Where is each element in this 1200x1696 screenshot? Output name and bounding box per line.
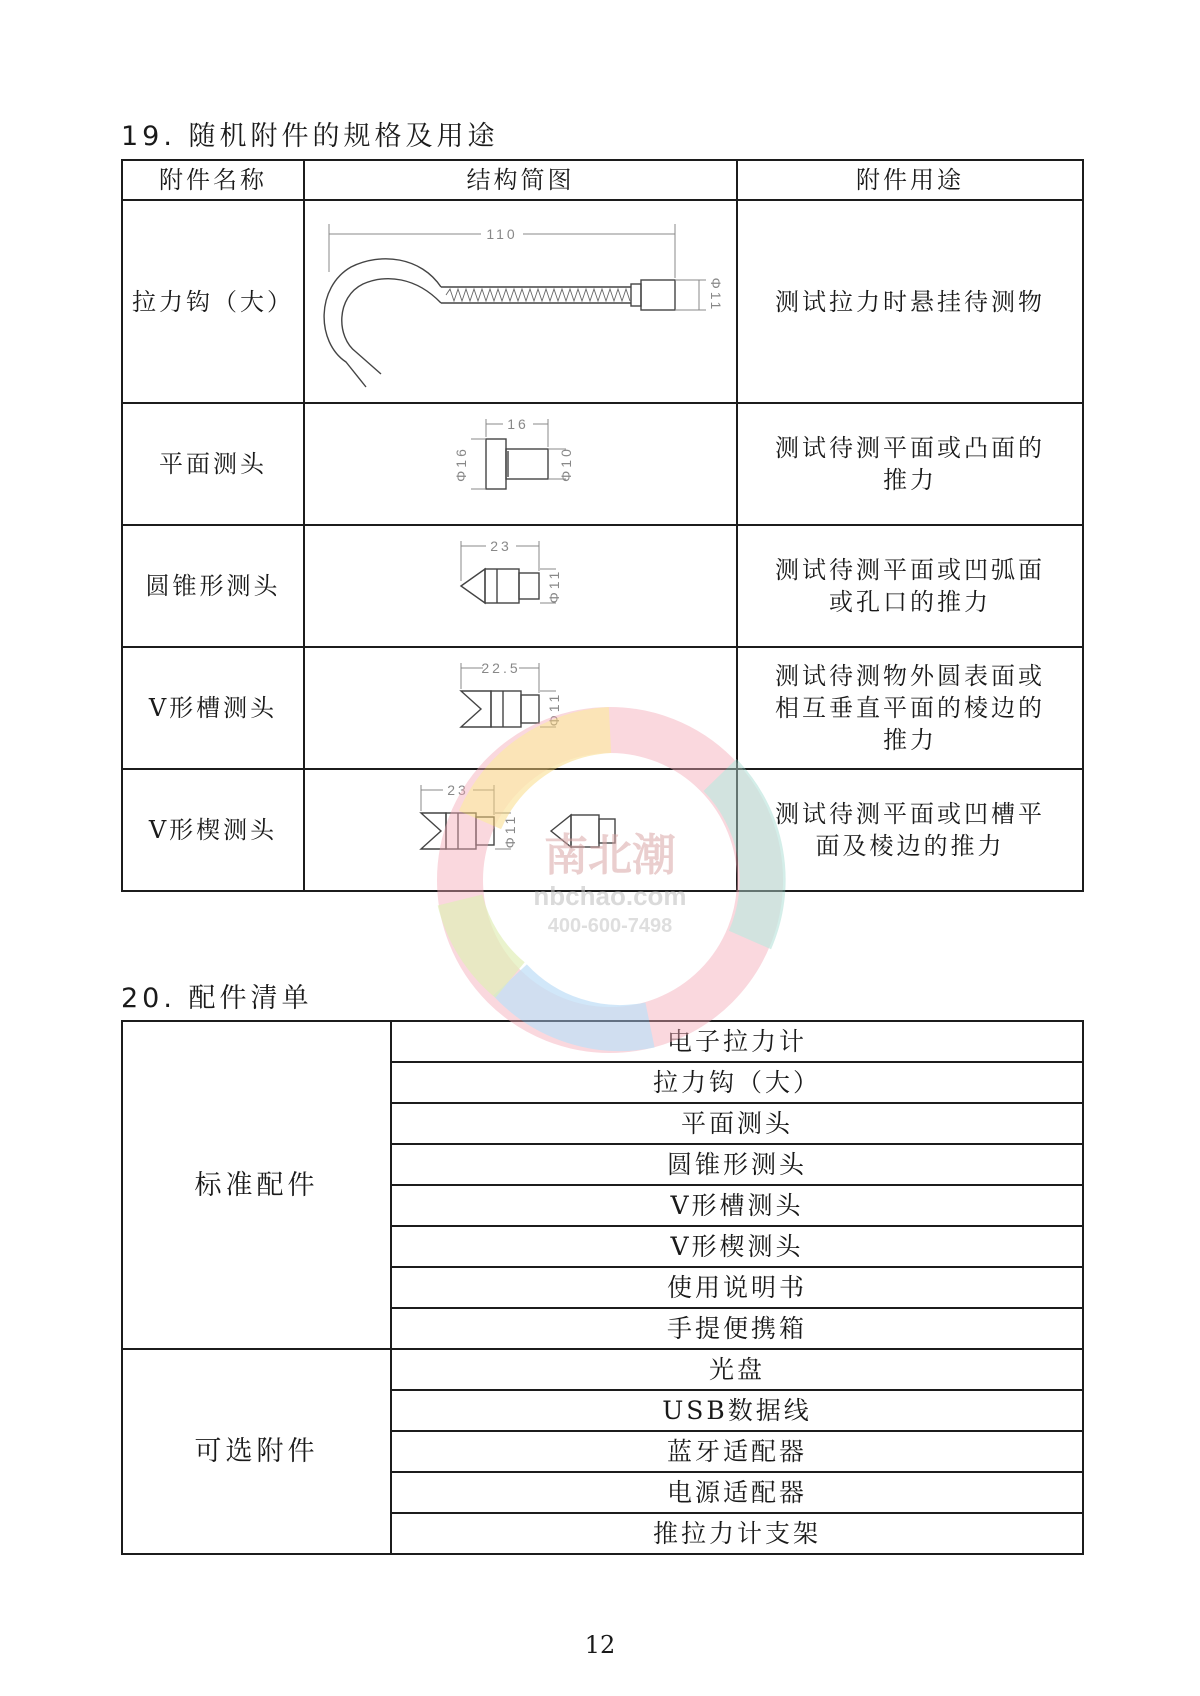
list-item: V形楔测头: [391, 1226, 1083, 1267]
header-structure-diagram: 结构简图: [304, 160, 737, 200]
table-row: [122, 403, 1083, 525]
dimension-label: Φ11: [501, 813, 518, 848]
accessory-name: 平面测头: [122, 403, 304, 525]
table-row: [122, 647, 1083, 769]
dimension-label: Φ16: [452, 445, 469, 482]
accessory-name: 圆锥形测头: [122, 525, 304, 647]
v-groove-probe-diagram: [441, 651, 601, 766]
accessory-usage: 测试待测物外圆表面或 相互垂直平面的棱边的 推力: [737, 647, 1083, 769]
table-row: [122, 200, 1083, 403]
accessory-spec-table: [121, 159, 1084, 892]
v-wedge-probe-diagram: [401, 773, 641, 888]
conical-probe-diagram: [441, 529, 601, 644]
list-item: V形槽测头: [391, 1185, 1083, 1226]
dimension-label: 22.5: [480, 659, 521, 676]
dimension-label: 23: [446, 781, 469, 798]
accessory-usage: 测试待测平面或凹槽平 面及棱边的推力: [737, 769, 1083, 891]
accessory-usage: 测试拉力时悬挂待测物: [737, 200, 1083, 403]
dimension-label: 23: [489, 537, 512, 554]
page-number: 12: [584, 1631, 616, 1659]
accessory-name: 拉力钩（大）: [122, 200, 304, 403]
section-19-title: 19. 随机附件的规格及用途: [121, 121, 499, 152]
dimension-label: 16: [506, 415, 529, 432]
diagram-cell: [304, 647, 737, 769]
list-item: 圆锥形测头: [391, 1144, 1083, 1185]
list-item: 拉力钩（大）: [391, 1062, 1083, 1103]
list-item: 蓝牙适配器: [391, 1431, 1083, 1472]
pull-hook-diagram: [311, 212, 731, 392]
dimension-label: Φ11: [545, 568, 562, 603]
header-accessory-usage: 附件用途: [737, 160, 1083, 200]
diagram-cell: [304, 200, 737, 403]
accessory-name: V形楔测头: [122, 769, 304, 891]
list-item: 手提便携箱: [391, 1308, 1083, 1349]
flat-probe-diagram: [441, 407, 601, 522]
dimension-label: 110: [485, 225, 518, 242]
diagram-cell: [304, 403, 737, 525]
watermark-phone: 400-600-7498: [547, 915, 673, 937]
list-item: 电子拉力计: [391, 1021, 1083, 1062]
watermark-site: nbchao.com: [533, 881, 687, 911]
table-row: [122, 769, 1083, 891]
group-label: 可选附件: [122, 1349, 391, 1554]
table-row: [122, 1021, 1083, 1062]
parts-list-table: [121, 1020, 1084, 1555]
list-item: 光盘: [391, 1349, 1083, 1390]
diagram-cell: [304, 525, 737, 647]
dimension-label: Φ11: [545, 691, 562, 726]
list-item: 推拉力计支架: [391, 1513, 1083, 1554]
accessory-usage: 测试待测平面或凹弧面 或孔口的推力: [737, 525, 1083, 647]
list-item: 平面测头: [391, 1103, 1083, 1144]
list-item: 使用说明书: [391, 1267, 1083, 1308]
list-item: 电源适配器: [391, 1472, 1083, 1513]
diagram-cell: [304, 769, 737, 891]
header-accessory-name: 附件名称: [122, 160, 304, 200]
list-item: USB数据线: [391, 1390, 1083, 1431]
accessory-name: V形槽测头: [122, 647, 304, 769]
table-row: [122, 525, 1083, 647]
section-20-title: 20. 配件清单: [121, 983, 313, 1014]
watermark-brand: 南北潮: [544, 830, 676, 881]
group-label: 标准配件: [122, 1021, 391, 1349]
table-header-row: [122, 160, 1083, 200]
table-row: [122, 1349, 1083, 1390]
dimension-label: Φ10: [557, 445, 574, 482]
dimension-label: Φ11: [707, 277, 724, 312]
accessory-usage: 测试待测平面或凸面的 推力: [737, 403, 1083, 525]
